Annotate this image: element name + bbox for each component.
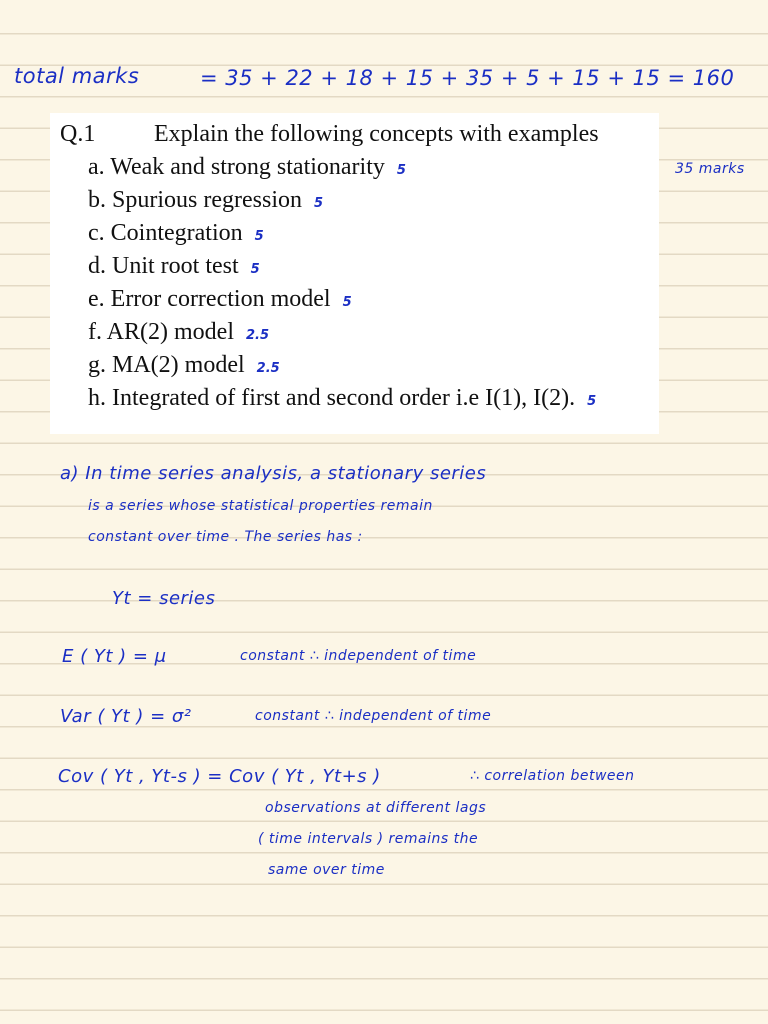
question-item [88,286,352,313]
question-number: Q.1 [60,121,96,147]
question-item-mark: 5 [396,163,406,178]
mean-equation: E ( Yt ) = μ [62,646,167,667]
question-item-mark: 5 [342,295,352,310]
question-item-text: h. Integrated of first and second order i.e I(1), I(2). [88,385,576,411]
marks-note: 35 marks [675,161,745,177]
question-item [88,253,260,280]
question-card [50,113,659,434]
variance-equation: Var ( Yt ) = σ² [60,706,192,727]
question-item-mark: 5 [313,196,324,211]
answer-line: constant over time . The series has : [88,529,363,545]
answer-line: is a series whose statistical properties remain [88,498,433,514]
question-item [88,187,323,214]
total-marks-label: total marks [14,64,140,88]
total-marks-equation: = 35 + 22 + 18 + 15 + 35 + 5 + 15 + 15 = 160 [200,66,735,90]
covariance-note-line: ∴ correlation between [470,768,635,784]
question-item-mark: 5 [250,262,260,277]
question-item-text: f. AR(2) model [88,319,234,345]
question-item-text: g. MA(2) model [88,352,245,378]
question-item-text: e. Error correction model [88,286,331,312]
question-item [88,154,406,181]
covariance-note-line: ( time intervals ) remains the [258,831,479,847]
question-item [88,385,596,412]
yt-definition: Yt = series [112,588,216,609]
question-item-text: b. Spurious regression [88,187,302,213]
covariance-note-line: same over time [268,862,385,878]
question-item-mark: 2.5 [245,328,270,343]
question-item-text: d. Unit root test [88,253,239,279]
question-item-mark: 2.5 [256,361,280,376]
covariance-equation: Cov ( Yt , Yt-s ) = Cov ( Yt , Yt+s ) [58,766,381,787]
mean-note: constant ∴ independent of time [240,648,477,664]
covariance-note-line: observations at different lags [265,800,487,816]
question-item [88,220,264,247]
variance-note: constant ∴ independent of time [255,708,492,724]
question-item [88,352,280,379]
question-item-mark: 5 [587,394,597,409]
question-item-text: a. Weak and strong stationarity [88,154,385,180]
answer-line: a) In time series analysis, a stationary series [60,463,487,484]
question-item [88,319,269,346]
question-item-mark: 5 [254,229,264,244]
question-item-text: c. Cointegration [88,220,243,246]
question-prompt: Explain the following concepts with examples [154,121,599,147]
